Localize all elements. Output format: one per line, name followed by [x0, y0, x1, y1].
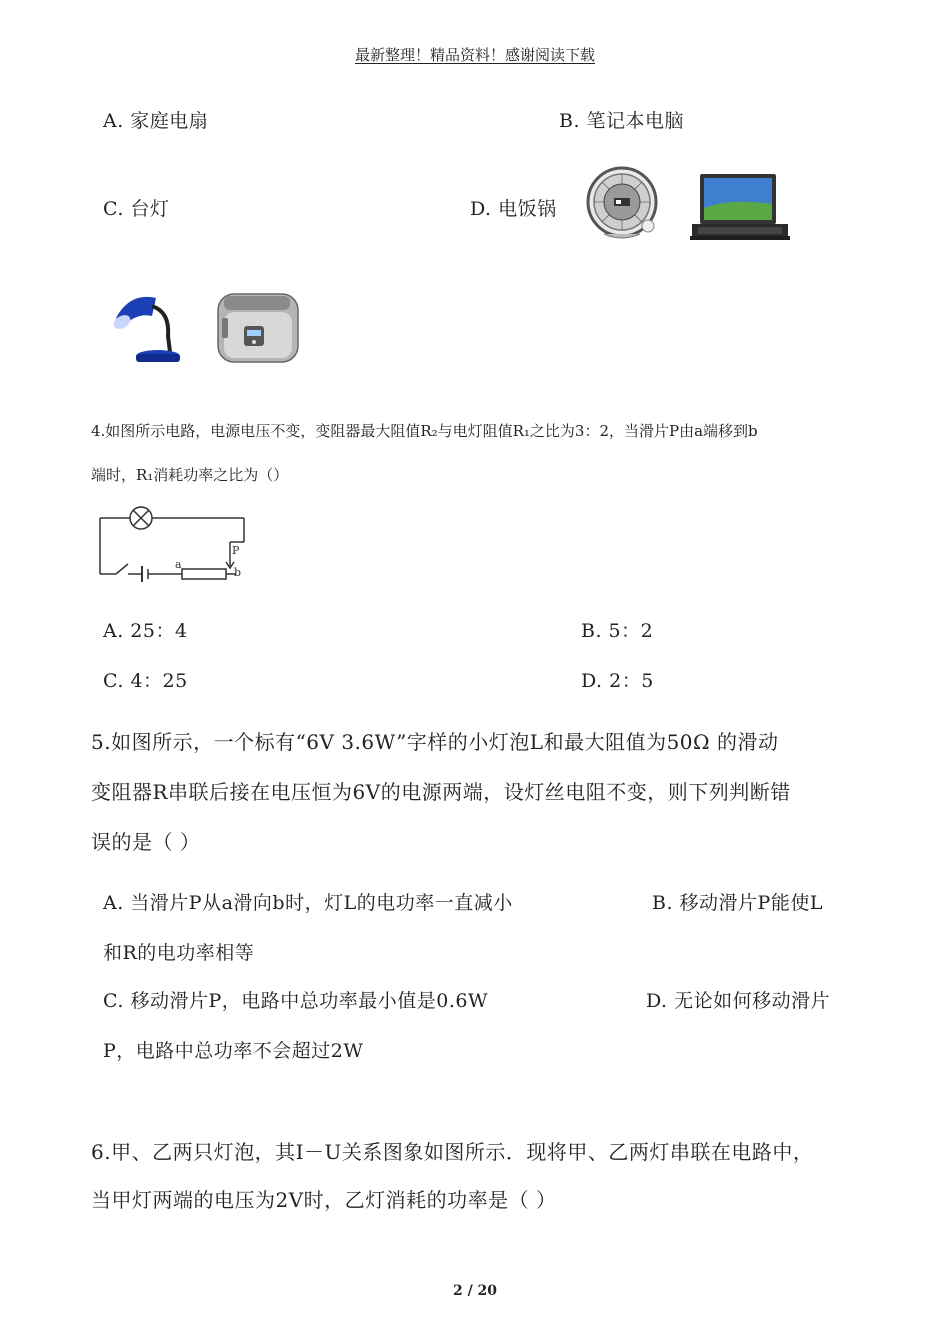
q5-option-b-2: 和R的电功率相等 [103, 942, 255, 964]
circuit-label-a: a [175, 558, 182, 571]
q3-option-c: C. 台灯 [103, 198, 170, 220]
q5-line1: 5.如图所示，一个标有“6V 3.6W”字样的小灯泡L和最大阻值为50Ω 的滑动 [91, 730, 779, 754]
q5-line2: 变阻器R串联后接在电压恒为6V的电源两端，设灯丝电阻不变，则下列判断错 [91, 780, 791, 804]
q5-option-d-2: P，电路中总功率不会超过2W [103, 1040, 364, 1062]
fan-image [584, 164, 664, 244]
circuit-diagram [96, 500, 256, 586]
desk-lamp-image [112, 288, 184, 366]
q3-option-a: A. 家庭电扇 [103, 110, 209, 132]
q4-option-d: D. 2：5 [581, 670, 654, 692]
rice-cooker-image [214, 290, 304, 366]
laptop-image [690, 172, 790, 244]
q6-line2: 当甲灯两端的电压为2V时，乙灯消耗的功率是（ ） [91, 1188, 557, 1212]
q5-line3: 误的是（ ） [91, 830, 201, 854]
page-header [0, 44, 950, 65]
q3-option-d: D. 电饭锅 [470, 198, 557, 220]
q4-option-b: B. 5：2 [581, 620, 654, 642]
q4-option-c: C. 4：25 [103, 670, 188, 692]
circuit-label-p: P [232, 544, 240, 557]
circuit-label-b: b [234, 566, 242, 579]
q4-line2: 端时，R₁消耗功率之比为（） [91, 466, 289, 484]
header-text: 最新整理！精品资料！感谢阅读下载 [354, 46, 595, 64]
q5-option-b-1: B. 移动滑片P能使L [652, 892, 823, 914]
q4-option-a: A. 25：4 [103, 620, 188, 642]
q5-option-c: C. 移动滑片P，电路中总功率最小值是0.6W [103, 990, 488, 1012]
q4-line1: 4.如图所示电路，电源电压不变，变阻器最大阻值R₂与电灯阻值R₁之比为3：2，当滑片P由a端移到b [91, 422, 758, 440]
page-number: 2 / 20 [452, 1283, 498, 1299]
q6-line1: 6.甲、乙两只灯泡，其I－U关系图象如图所示．现将甲、乙两灯串联在电路中， [91, 1140, 814, 1164]
q3-option-b: B. 笔记本电脑 [559, 110, 685, 132]
q5-option-d-1: D. 无论如何移动滑片 [646, 990, 831, 1012]
q5-option-a: A. 当滑片P从a滑向b时，灯L的电功率一直减小 [103, 892, 513, 914]
